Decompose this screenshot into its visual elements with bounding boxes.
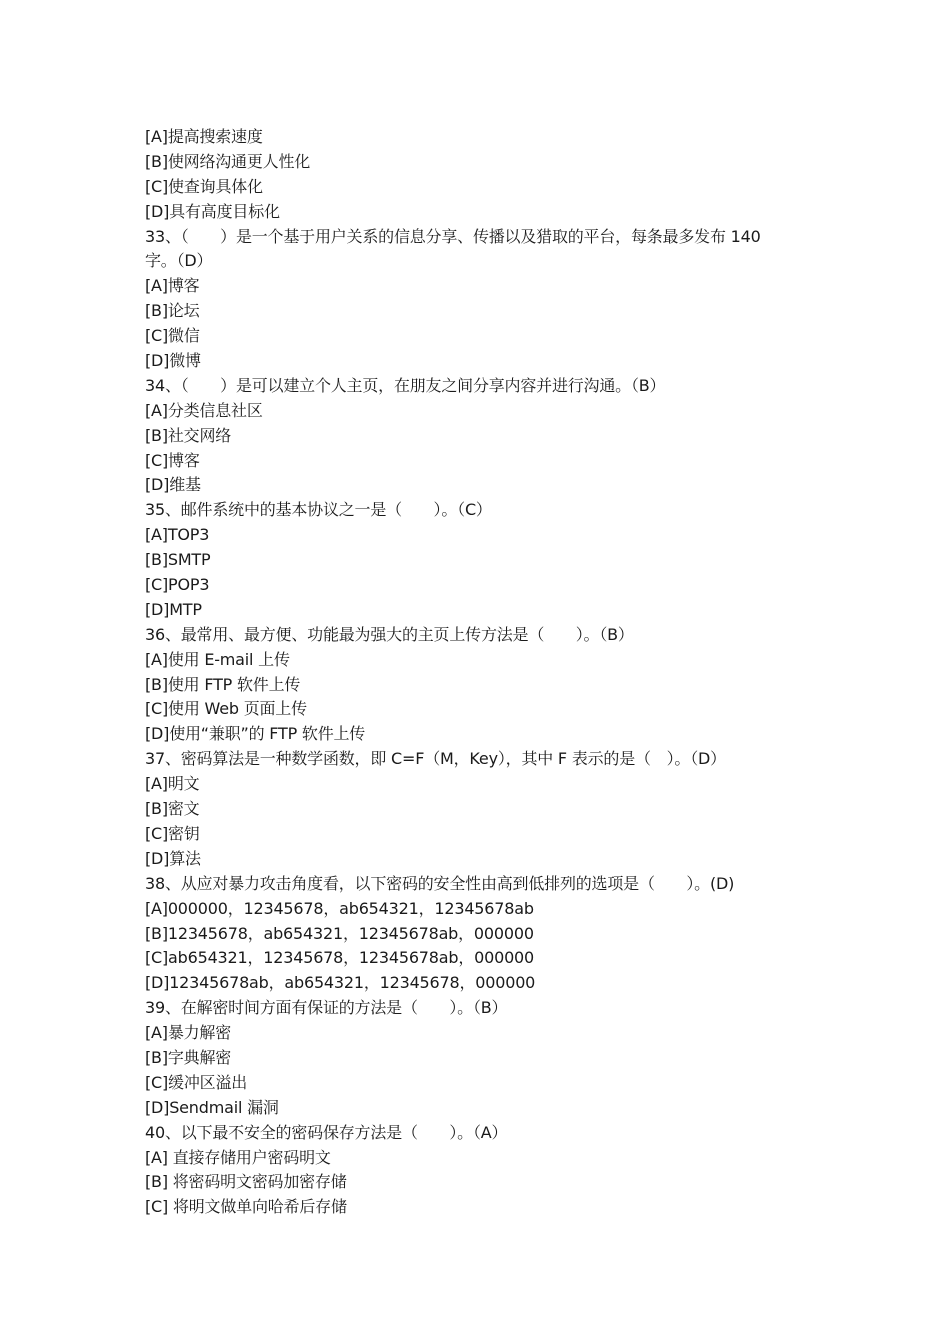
- option-b: [B]社交网络: [145, 425, 232, 445]
- option-d: [D]Sendmail 漏洞: [145, 1097, 279, 1117]
- question-34: 34、（ ）是可以建立个人主页，在朋友之间分享内容并进行沟通。（B）: [145, 375, 666, 395]
- question-38: 38、从应对暴力攻击角度看，以下密码的安全性由高到低排列的选项是（ ）。(D): [145, 873, 735, 893]
- question-35: 35、邮件系统中的基本协议之一是（ ）。（C）: [145, 500, 492, 520]
- question-33: 33、（ ）是一个基于用户关系的信息分享、传播以及猎取的平台，每条最多发布 140: [145, 226, 761, 246]
- option-a: [A]分类信息社区: [145, 400, 263, 420]
- option-a: [A]TOP3: [145, 525, 210, 545]
- option-b: [B]论坛: [145, 301, 200, 321]
- option-b: [B]密文: [145, 799, 200, 819]
- option-b: [B]12345678，ab654321，12345678ab，000000: [145, 923, 534, 943]
- option-c: [C]博客: [145, 450, 200, 470]
- option-b: [B] 将密码明文密码加密存储: [145, 1172, 347, 1192]
- option-d: [D]具有高度目标化: [145, 201, 280, 221]
- option-c: [C] 将明文做单向哈希后存储: [145, 1197, 347, 1217]
- option-b: [B]字典解密: [145, 1047, 232, 1067]
- option-c: [C]缓冲区溢出: [145, 1072, 248, 1092]
- option-a: [A]使用 E-mail 上传: [145, 649, 290, 669]
- option-d: [D]MTP: [145, 599, 202, 619]
- option-a: [A] 直接存储用户密码明文: [145, 1147, 331, 1167]
- option-c: [C]使查询具体化: [145, 176, 263, 196]
- option-d: [D]12345678ab，ab654321，12345678，000000: [145, 973, 536, 993]
- option-a: [A]000000，12345678，ab654321，12345678ab: [145, 898, 534, 918]
- option-d: [D]使用“兼职”的 FTP 软件上传: [145, 724, 366, 744]
- question-37: 37、密码算法是一种数学函数，即 C=F（M，Key），其中 F 表示的是（ ）。（D）: [145, 749, 726, 769]
- option-c: [C]微信: [145, 326, 200, 346]
- option-a: [A]提高搜索速度: [145, 127, 263, 146]
- option-d: [D]维基: [145, 475, 201, 495]
- option-c: [C]使用 Web 页面上传: [145, 699, 307, 719]
- option-a: [A]暴力解密: [145, 1023, 232, 1043]
- option-b: [B]使网络沟通更人性化: [145, 151, 311, 171]
- option-c: [C]ab654321，12345678，12345678ab，000000: [145, 948, 535, 968]
- option-d: [D]微博: [145, 351, 201, 371]
- question-36: 36、最常用、最方便、功能最为强大的主页上传方法是（ ）。（B）: [145, 624, 634, 644]
- option-b: [B]使用 FTP 软件上传: [145, 674, 301, 694]
- option-c: [C]POP3: [145, 575, 210, 595]
- option-a: [A]明文: [145, 774, 200, 794]
- question-40: 40、以下最不安全的密码保存方法是（ ）。（A）: [145, 1122, 508, 1142]
- document-body: [145, 125, 825, 1220]
- question-39: 39、在解密时间方面有保证的方法是（ ）。（B）: [145, 998, 508, 1018]
- option-a: [A]博客: [145, 276, 200, 296]
- option-c: [C]密钥: [145, 823, 200, 843]
- question-33-continued: 字。（D）: [145, 251, 213, 271]
- option-d: [D]算法: [145, 848, 201, 868]
- option-b: [B]SMTP: [145, 550, 211, 570]
